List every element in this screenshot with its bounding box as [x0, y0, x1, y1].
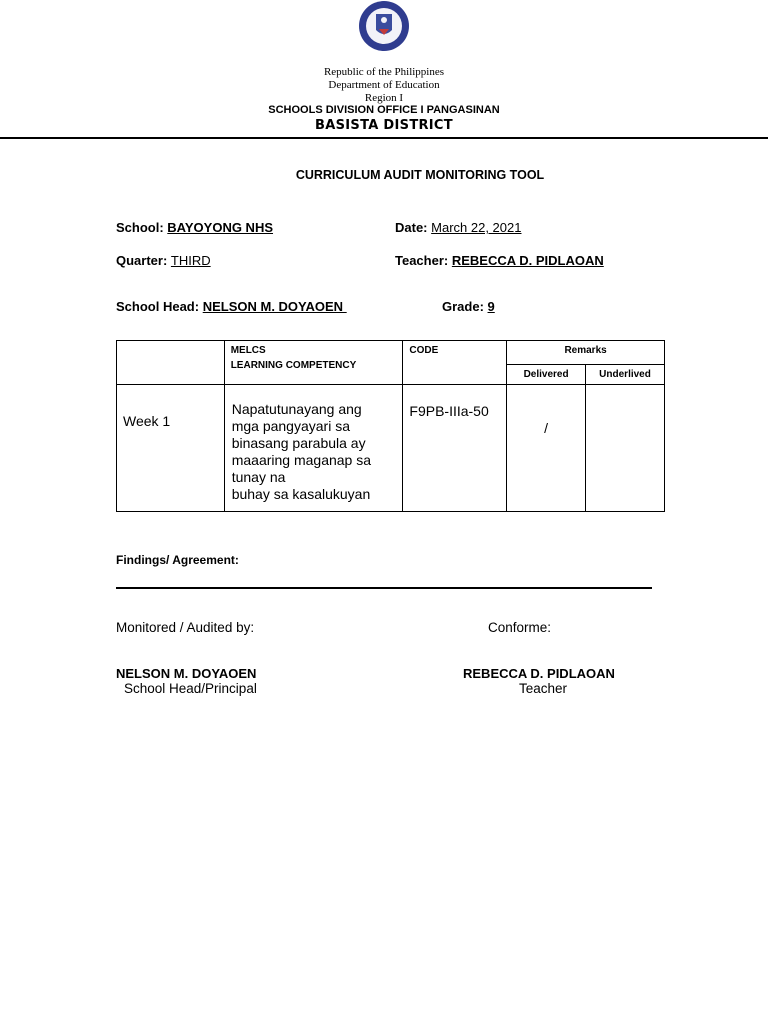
header-district: BASISTA DISTRICT: [315, 118, 453, 133]
monitored-label: Monitored / Audited by:: [116, 620, 255, 635]
teacher-role: Teacher: [519, 681, 568, 696]
header-melcs-label: MELCS: [230, 345, 266, 356]
quarter-label: Quarter:: [116, 253, 168, 268]
page-title: CURRICULUM AUDIT MONITORING TOOL: [295, 168, 545, 182]
grade-value: 9: [487, 299, 495, 314]
conforme-label: Conforme:: [488, 620, 552, 635]
row-week: Week 1: [117, 385, 225, 512]
table-header-code: CODE: [403, 341, 507, 385]
school-field: [116, 220, 273, 235]
row-competency: [224, 385, 403, 512]
school-label: School:: [116, 220, 164, 235]
teacher-field: [395, 253, 604, 268]
header-department: Department of Education: [328, 79, 440, 91]
table-header-melcs: [224, 341, 403, 385]
teacher-value: REBECCA D. PIDLAOAN: [451, 253, 604, 268]
competency-line: maaaring maganap sa: [231, 452, 372, 468]
teacher-label: Teacher:: [395, 253, 449, 268]
findings-line: [116, 587, 652, 589]
table-header-delivered: Delivered: [507, 365, 586, 385]
header-republic: Republic of the Philippines: [323, 66, 445, 78]
findings-label: Findings/ Agreement:: [116, 553, 239, 567]
table-header-week: [117, 341, 225, 385]
table-header-row: [117, 341, 665, 365]
row-undelivered-mark: [586, 385, 665, 512]
deped-seal-icon: [348, 0, 420, 54]
teacher-name: REBECCA D. PIDLAOAN: [463, 666, 615, 681]
school-head-field: [116, 299, 347, 314]
competency-line: buhay sa kasalukuyan: [231, 486, 371, 502]
table-header-undelivered: Underlived: [586, 365, 665, 385]
date-label: Date:: [395, 220, 428, 235]
competency-line: Napatutunayang ang: [231, 401, 362, 417]
competency-line: binasang parabula ay: [231, 435, 366, 451]
table-header-remarks: Remarks: [507, 341, 665, 365]
monitor-role: School Head/Principal: [124, 681, 257, 696]
header-competency-label: LEARNING COMPETENCY: [230, 360, 357, 371]
grade-field: [442, 299, 495, 314]
school-value: BAYOYONG NHS: [167, 220, 274, 235]
audit-table: [116, 340, 665, 512]
quarter-field: [116, 253, 211, 268]
date-field: [395, 220, 521, 235]
table-row: [117, 385, 665, 512]
school-head-label: School Head:: [116, 299, 200, 314]
quarter-value: THIRD: [170, 253, 211, 268]
monitor-name: NELSON M. DOYAOEN: [116, 666, 257, 681]
row-code: F9PB-IIIa-50: [403, 385, 507, 512]
competency-line: mga pangyayari sa: [231, 418, 350, 434]
competency-line: tunay na: [231, 469, 286, 485]
date-value: March 22, 2021: [431, 220, 522, 235]
grade-label: Grade:: [442, 299, 484, 314]
header-divider: [0, 137, 768, 139]
header-region: Region I: [364, 92, 404, 104]
row-delivered-mark: /: [507, 385, 586, 512]
school-head-value: NELSON M. DOYAOEN: [202, 299, 347, 314]
header-division: SCHOOLS DIVISION OFFICE I PANGASINAN: [268, 104, 500, 116]
